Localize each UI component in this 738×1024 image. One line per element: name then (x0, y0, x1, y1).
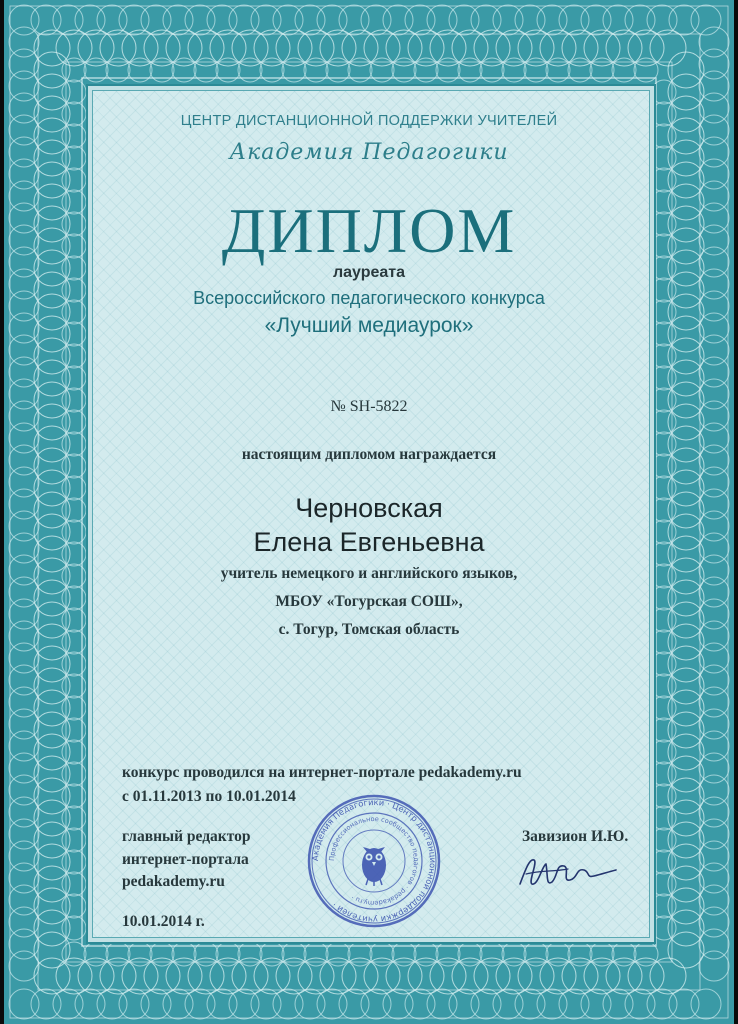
portal-text: конкурс проводился на интернет-портале pedakademy.ru (122, 764, 522, 781)
diploma-title: ДИПЛОМ (221, 195, 517, 266)
organization-heading: ЦЕНТР ДИСТАНЦИОННОЙ ПОДДЕРЖКИ УЧИТЕЛЕЙ (180, 113, 558, 129)
recipient-position: учитель немецкого и английского языков, (220, 565, 518, 582)
contest-dates: с 01.11.2013 по 10.01.2014 (122, 788, 296, 805)
contest-name: «Лучший медиаурок» (264, 314, 474, 337)
seal-stamp (306, 793, 442, 929)
signature-icon (512, 848, 622, 896)
seal-inner-text: Профессиональное сообщество педагогов · pedakademy.ru · (327, 814, 421, 908)
issue-date: 10.01.2014 г. (122, 913, 205, 930)
awarded-text: настоящим дипломом награждается (241, 446, 497, 463)
recipient-school: МБОУ «Тогурская СОШ», (275, 593, 463, 610)
owl-emblem-icon (362, 847, 386, 886)
editor-title: главный редактор (122, 828, 251, 845)
academy-logo-text: Академия Педагогики (229, 140, 509, 165)
editor-portal: pedakademy.ru (122, 873, 225, 890)
diploma-subtitle: лауреата (332, 264, 406, 281)
recipient-name: Елена Евгеньевна (253, 527, 485, 557)
seal-outer-text: Академия Педагогики · Центр дистанционной поддержки учителей · (309, 796, 439, 926)
contest-description: Всероссийского педагогического конкурса (193, 288, 545, 308)
diploma-number: № SH-5822 (330, 398, 408, 415)
signer-name: Завизион И.Ю. (522, 828, 629, 845)
editor-title-line2: интернет-портала (122, 851, 249, 868)
recipient-surname: Черновская (295, 493, 443, 523)
recipient-location: с. Тогур, Томская область (278, 621, 460, 638)
